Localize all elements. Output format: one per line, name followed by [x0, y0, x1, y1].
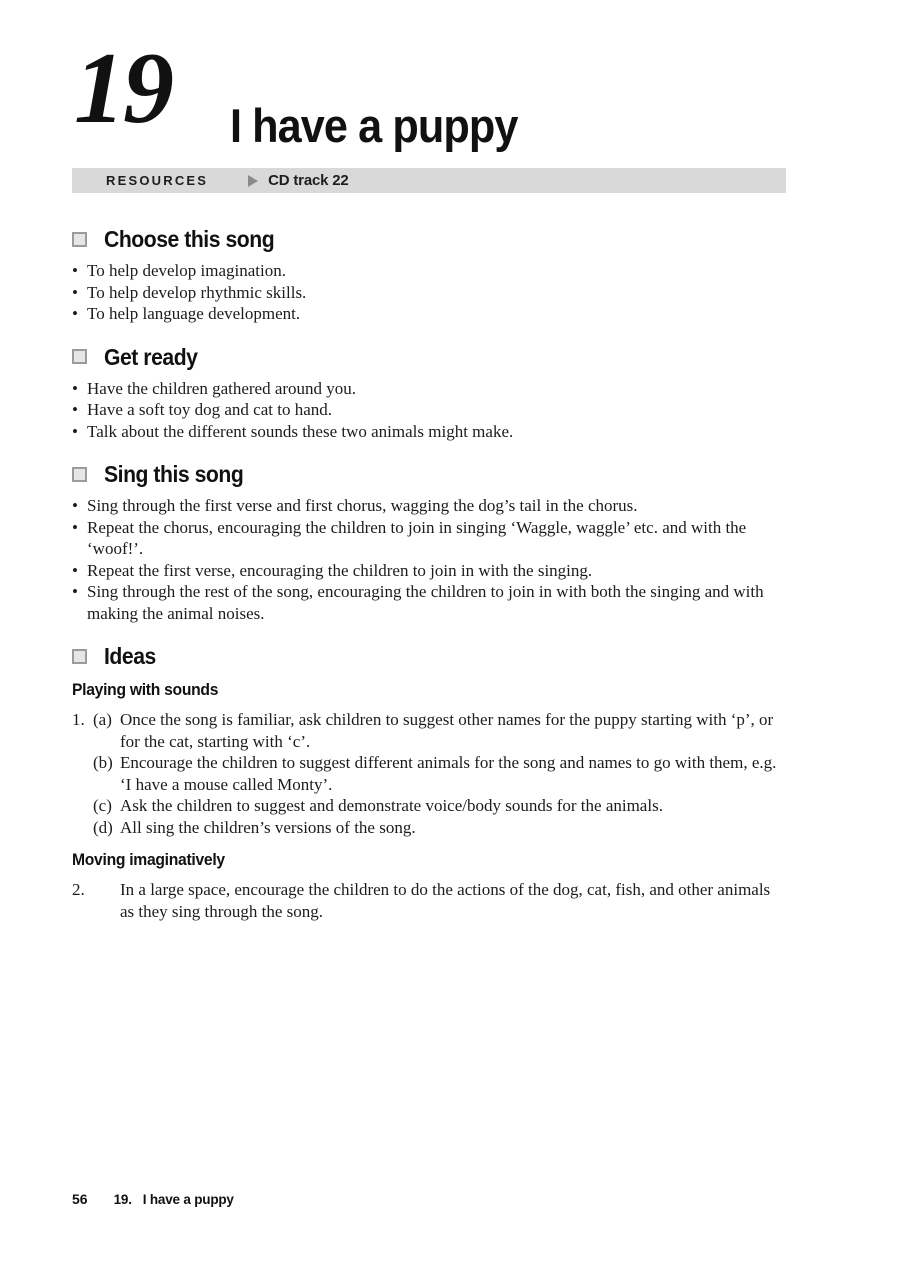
play-triangle-icon [248, 175, 258, 187]
bullet-item: • To help language development. [72, 303, 786, 325]
item-text: Once the song is familiar, ask children to suggest other names for the puppy starting with ‘p’, or for the cat, starting with ‘c’. [120, 710, 774, 751]
item-number [72, 752, 93, 795]
bullet-item: • Have the children gathered around you. [72, 378, 786, 400]
section-sing-this-song [72, 462, 786, 624]
item-text: Encourage the children to suggest different animals for the song and names to go with them, e.g. ‘I have a mouse called Monty’. [120, 753, 777, 794]
bullet-list [72, 260, 786, 325]
section-get-ready [72, 345, 786, 443]
bullet-item: • To help develop rhythmic skills. [72, 282, 786, 304]
list-item [72, 752, 786, 795]
list-item [72, 817, 786, 839]
numbered-list [72, 709, 786, 838]
item-number [72, 817, 93, 839]
checkbox-square-icon [72, 649, 87, 664]
bullet-item: • Sing through the first verse and first chorus, wagging the dog’s tail in the chorus. [72, 495, 786, 517]
section-header [72, 462, 786, 486]
item-number [72, 795, 93, 817]
item-letter: (a) [93, 710, 112, 729]
checkbox-square-icon [72, 467, 87, 482]
main-content [72, 193, 786, 922]
bullet-list [72, 495, 786, 624]
page-title: I have a puppy [230, 99, 518, 152]
bullet-item: • Talk about the different sounds these two animals might make. [72, 421, 786, 443]
section-header [72, 345, 786, 369]
list-item [72, 795, 786, 817]
checkbox-square-icon [72, 349, 87, 364]
section-header [72, 227, 786, 251]
item-text: All sing the children’s versions of the song. [120, 817, 416, 837]
item-number: 1. [72, 710, 85, 729]
section-heading: Choose this song [104, 226, 275, 252]
bullet-item: • Repeat the first verse, encouraging the children to join in with the singing. [72, 560, 786, 582]
item-text: Ask the children to suggest and demonstrate voice/body sounds for the animals. [120, 796, 663, 815]
bullet-item: • Have a soft toy dog and cat to hand. [72, 399, 786, 421]
item-number: 2. [72, 880, 85, 899]
footer-page-number: 56 [72, 1191, 88, 1207]
item-letter: (c) [93, 796, 112, 815]
section-header [72, 644, 786, 668]
list-item [72, 709, 786, 752]
subheading-moving-imaginatively: Moving imaginatively [72, 851, 225, 869]
section-heading: Get ready [104, 343, 198, 370]
item-letter: (d) [93, 817, 113, 837]
item-text: In a large space, encourage the children to do the actions of the dog, cat, fish, and other animals as they sing through the song. [120, 880, 771, 921]
item-letter: (b) [93, 753, 113, 772]
list-item [72, 879, 786, 922]
bullet-item: • Repeat the chorus, encouraging the children to join in singing ‘Waggle, waggle’ etc. and with the ‘woof!’. [72, 517, 786, 560]
bullet-item: • To help develop imagination. [72, 260, 786, 282]
page-footer [72, 1191, 234, 1207]
bullet-list [72, 378, 786, 443]
section-heading: Sing this song [104, 461, 244, 487]
footer-chapter-number: 19. [113, 1192, 132, 1207]
subheading-playing-with-sounds: Playing with sounds [72, 681, 219, 699]
chapter-number: 19 [74, 32, 172, 145]
resources-bar [72, 168, 786, 193]
section-heading: Ideas [104, 643, 156, 669]
checkbox-square-icon [72, 232, 87, 247]
footer-chapter-title: I have a puppy [142, 1192, 234, 1207]
section-choose-this-song [72, 227, 786, 325]
cd-track-label: CD track 22 [268, 172, 349, 189]
bullet-item: • Sing through the rest of the song, encouraging the children to join in with both the singing and with making the animal noises. [72, 581, 786, 624]
resources-label: RESOURCES [106, 173, 209, 188]
section-ideas [72, 644, 786, 922]
